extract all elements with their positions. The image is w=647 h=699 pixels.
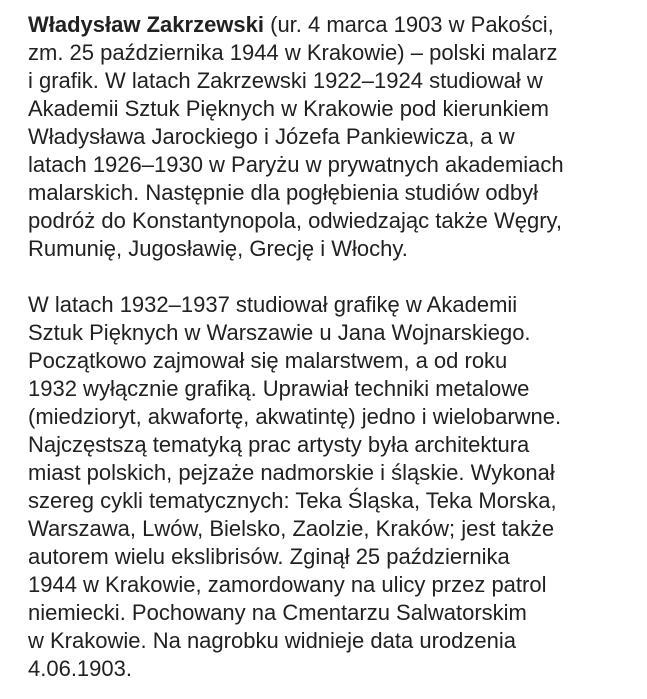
text-line: Władysława Jarockiego i Józefa Pankiewicza, a w (28, 124, 515, 149)
text-line: (miedzioryt, akwafortę, akwatintę) jedno i wielobarwne. (28, 404, 562, 429)
paragraph-intro (28, 11, 619, 263)
text-line: zm. 25 października 1944 w Krakowie) – polski malarz (28, 40, 558, 65)
text-line: Początkowo zajmował się malarstwem, a od roku (28, 348, 508, 373)
text-line: malarskich. Następnie dla pogłębienia studiów odbył (28, 180, 538, 205)
text-line: 4.06.1903. (28, 656, 132, 681)
text-line: szereg cykli tematycznych: Teka Śląska, Teka Morska, (28, 488, 557, 513)
text-line: latach 1926–1930 w Paryżu w prywatnych akademiach (28, 152, 564, 177)
paragraph-career-lines (28, 291, 619, 683)
text-line: 1944 w Krakowie, zamordowany na ulicy przez patrol (28, 572, 547, 597)
text-line: Sztuk Pięknych w Warszawie u Jana Wojnarskiego. (28, 320, 531, 345)
text-line: Akademii Sztuk Pięknych w Krakowie pod kierunkiem (28, 96, 549, 121)
text-line: w Krakowie. Na nagrobku widnieje data urodzenia (28, 628, 516, 653)
text-line: 1932 wyłącznie grafiką. Uprawiał techniki metalowe (28, 376, 530, 401)
text-line: podróż do Konstantynopola, odwiedzając także Węgry, (28, 208, 563, 233)
text-line: autorem wielu ekslibrisów. Zginął 25 października (28, 544, 510, 569)
text-line (28, 11, 619, 39)
text-line: Warszawa, Lwów, Bielsko, Zaolzie, Kraków; jest także (28, 516, 555, 541)
text-line: Rumunię, Jugosławię, Grecję i Włochy. (28, 236, 408, 261)
paragraph-career (28, 291, 619, 683)
text-line: W latach 1932–1937 studiował grafikę w Akademii (28, 292, 518, 317)
subject-name: Władysław Zakrzewski (28, 12, 264, 37)
text-line: niemiecki. Pochowany na Cmentarzu Salwatorskim (28, 600, 527, 625)
paragraph-intro-lines (28, 39, 619, 263)
text-line: Najczęstszą tematyką prac artysty była architektura (28, 432, 530, 457)
intro-line-rest: (ur. 4 marca 1903 w Pakości, (264, 12, 554, 37)
text-line: i grafik. W latach Zakrzewski 1922–1924 studiował w (28, 68, 543, 93)
text-line: miast polskich, pejzaże nadmorskie i śląskie. Wykonał (28, 460, 555, 485)
